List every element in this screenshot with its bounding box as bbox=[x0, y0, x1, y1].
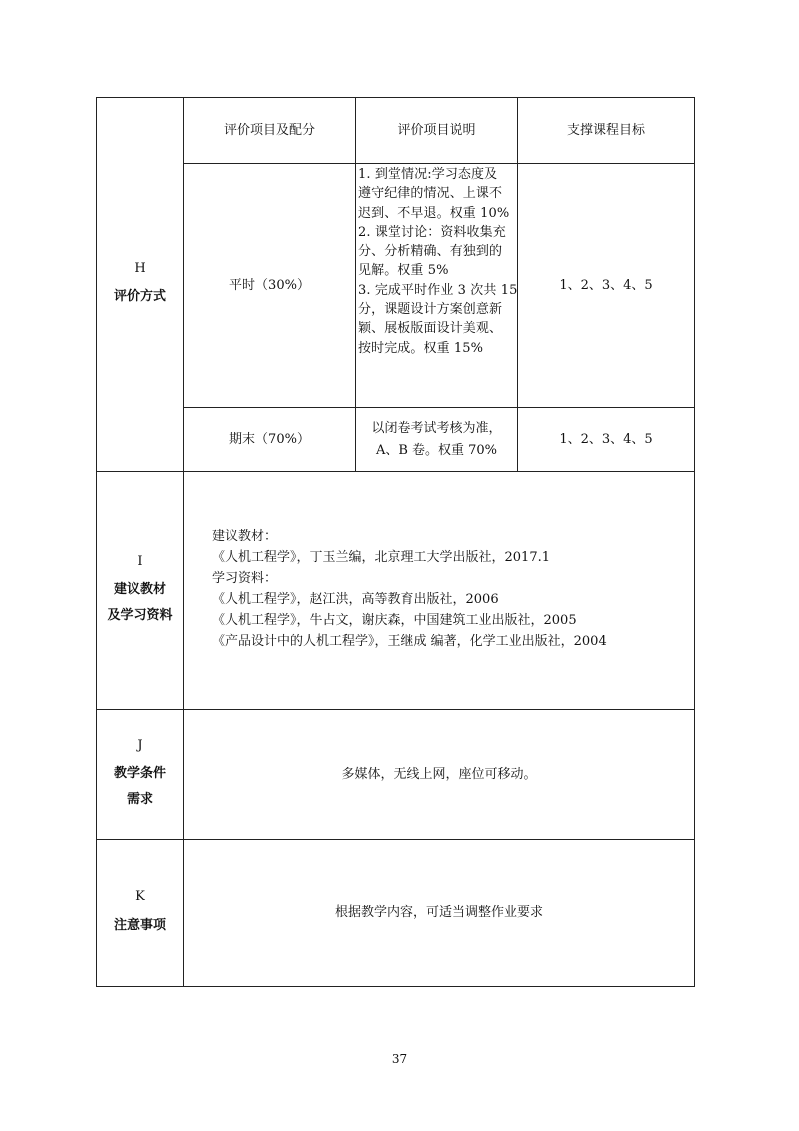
table-border-bottom bbox=[96, 986, 695, 987]
final-description bbox=[356, 408, 517, 471]
section-title: 需求 bbox=[126, 792, 153, 808]
page-number: 37 bbox=[391, 1052, 408, 1066]
description-line: A、B 卷。权重 70% bbox=[375, 442, 498, 458]
materials-line: 《人机工程学》，赵江洪，高等教育出版社，2006 bbox=[212, 592, 499, 607]
description-line: 按时完成。权重 15% bbox=[358, 340, 484, 356]
section-title: 教学条件 bbox=[113, 766, 166, 782]
description-line: 分、分析精确、有独到的 bbox=[358, 244, 503, 260]
header-description: 评价项目说明 bbox=[397, 122, 476, 138]
description-line: 2. 课堂讨论：资料收集充 bbox=[358, 224, 506, 240]
section-k-label bbox=[97, 840, 183, 986]
table-rule bbox=[96, 471, 695, 472]
final-item: 期末（70%） bbox=[229, 431, 310, 447]
section-letter: I bbox=[137, 553, 143, 569]
section-title: 建议教材 bbox=[113, 582, 166, 598]
section-i-label bbox=[97, 472, 183, 709]
section-title: 注意事项 bbox=[113, 917, 166, 933]
table-border-right bbox=[694, 97, 695, 987]
materials-line: 学习资料： bbox=[212, 571, 278, 586]
regular-goals: 1、2、3、4、5 bbox=[559, 277, 653, 293]
materials-line: 《人机工程学》，丁玉兰编，北京理工大学出版社，2017.1 bbox=[212, 550, 550, 565]
description-line: 迟到、不早退。权重 10% bbox=[358, 205, 510, 221]
notes-text: 根据教学内容，可适当调整作业要求 bbox=[334, 905, 543, 921]
section-h-label bbox=[97, 98, 183, 471]
description-line: 分，课题设计方案创意新 bbox=[358, 302, 503, 318]
description-line: 见解。权重 5% bbox=[358, 263, 449, 279]
materials-line: 建议教材： bbox=[212, 529, 278, 544]
regular-item: 平时（30%） bbox=[229, 277, 310, 293]
description-line: 遵守纪律的情况、上课不 bbox=[358, 186, 503, 202]
materials-line: 《人机工程学》，牛占文，谢庆森，中国建筑工业出版社，2005 bbox=[212, 613, 577, 628]
section-j-label bbox=[97, 710, 183, 839]
header-goals: 支撑课程目标 bbox=[566, 122, 645, 138]
section-letter: H bbox=[134, 260, 146, 276]
regular-description bbox=[356, 165, 517, 358]
description-line: 1. 到堂情况:学习态度及 bbox=[358, 167, 498, 182]
description-line: 3. 完成平时作业 3 次共 15 bbox=[358, 282, 518, 298]
section-title: 及学习资料 bbox=[107, 608, 173, 624]
description-line: 颖、展板版面设计美观、 bbox=[358, 321, 503, 337]
conditions-text: 多媒体，无线上网，座位可移动。 bbox=[341, 766, 537, 782]
section-letter: J bbox=[137, 737, 143, 753]
materials-line: 《产品设计中的人机工程学》，王继成 编著，化学工业出版社，2004 bbox=[212, 634, 607, 649]
description-line: 以闭卷考试考核为准， bbox=[371, 420, 502, 436]
materials-list bbox=[212, 526, 682, 652]
header-item: 评价项目及配分 bbox=[223, 122, 315, 138]
final-goals: 1、2、3、4、5 bbox=[559, 431, 653, 447]
section-title: 评价方式 bbox=[113, 289, 166, 305]
section-letter: K bbox=[135, 889, 145, 905]
